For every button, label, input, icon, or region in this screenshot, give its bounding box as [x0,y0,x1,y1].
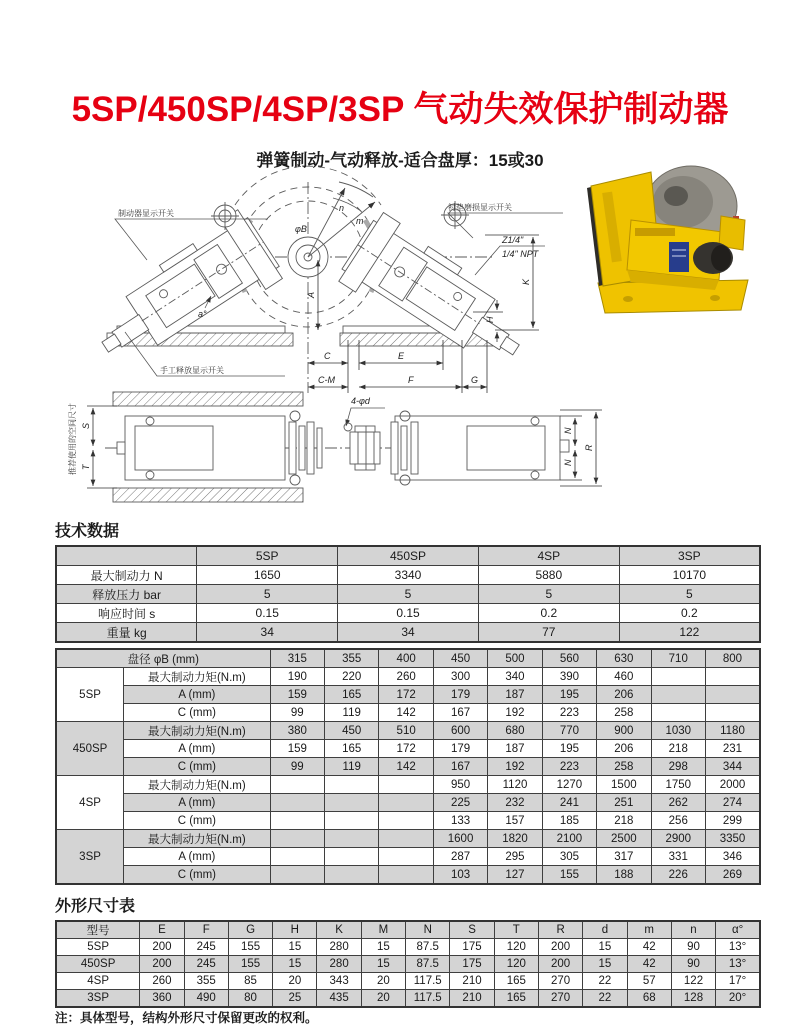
table-cell: 295 [488,848,542,866]
table-cell: 223 [542,704,596,722]
table-cell [705,668,760,686]
table-cell: 900 [597,722,651,740]
tech-data-heading: 技术数据 [55,523,120,540]
table-cell: 85 [228,973,272,990]
table-row [56,830,760,848]
table-cell: 260 [379,668,433,686]
tech-row-label: 响应时间 s [56,604,197,623]
table-cell: 305 [542,848,596,866]
dim-n: n [339,203,345,213]
dim-col-header: N [406,921,450,939]
table-cell: 2900 [651,830,705,848]
table-cell [270,812,324,830]
param-label: 最大制动力矩(N.m) [124,668,270,686]
table-row [56,686,760,704]
table-cell: 120 [494,956,538,973]
table-cell: 770 [542,722,596,740]
torque-table [55,648,761,885]
table-cell: 42 [627,956,671,973]
table-cell: 15 [583,939,627,956]
table-cell [270,830,324,848]
table-cell: 192 [488,758,542,776]
table-cell [270,776,324,794]
table-cell: 1650 [197,566,338,585]
table-cell: 179 [433,740,487,758]
table-cell: 10170 [619,566,760,585]
dim-col-header: G [228,921,272,939]
table-cell: 298 [651,758,705,776]
table-cell: 680 [488,722,542,740]
table-cell: 15 [583,956,627,973]
diameter-header: 450 [433,649,487,668]
param-label: A (mm) [124,740,270,758]
table-row [56,812,760,830]
table-cell: 435 [317,990,361,1008]
table-cell: 159 [270,686,324,704]
table-cell: 15 [361,939,405,956]
table-cell: 287 [433,848,487,866]
table-cell: 343 [317,973,361,990]
table-cell: 1030 [651,722,705,740]
param-label: C (mm) [124,758,270,776]
param-label: C (mm) [124,812,270,830]
table-cell: 179 [433,686,487,704]
table-cell: 119 [325,758,379,776]
table-cell: 185 [542,812,596,830]
dimension-table [55,920,761,1008]
dim-C: C [324,351,331,361]
table-cell: 232 [488,794,542,812]
table-cell: 300 [433,668,487,686]
table-cell: 331 [651,848,705,866]
table-cell: 251 [597,794,651,812]
table-row [56,585,760,604]
table-cell [270,848,324,866]
front-view [82,166,540,393]
table-cell: 3350 [705,830,760,848]
table-cell: 950 [433,776,487,794]
table-cell: 270 [538,973,582,990]
table-cell: 165 [494,973,538,990]
dim-H: H [485,316,495,323]
table-cell: 68 [627,990,671,1008]
dim-col-header: T [494,921,538,939]
tech-row-label: 重量 kg [56,623,197,643]
port-label-1: Z1/4" [502,235,524,245]
table-cell: 226 [651,866,705,885]
tech-row-label: 最大制动力 N [56,566,197,585]
table-cell: 200 [538,956,582,973]
table-cell: 206 [597,740,651,758]
table-cell: 128 [671,990,715,1008]
model-cell: 4SP [56,973,140,990]
dim-col-header: E [140,921,184,939]
diameter-header: 400 [379,649,433,668]
table-cell: 20 [273,973,317,990]
table-cell: 280 [317,956,361,973]
table-cell: 1180 [705,722,760,740]
table-cell: 87.5 [406,956,450,973]
table-cell: 165 [494,990,538,1008]
table-cell [379,794,433,812]
table-cell: 99 [270,704,324,722]
table-cell [270,794,324,812]
table-cell: 600 [433,722,487,740]
footnote: 注：具体型号，结构外形尺寸保留更改的权利。 [55,1011,318,1025]
param-label: A (mm) [124,686,270,704]
table-cell: 0.2 [619,604,760,623]
model-cell: 450SP [56,956,140,973]
space-note-label: 推荐使用的空间尺寸 [68,403,77,475]
table-cell: 117.5 [406,973,450,990]
dim-T: T [81,464,91,470]
table-cell: 159 [270,740,324,758]
table-cell: 172 [379,686,433,704]
dim-col-header: M [361,921,405,939]
table-cell: 87.5 [406,939,450,956]
table-cell: 13° [716,956,760,973]
param-label: A (mm) [124,794,270,812]
table-cell: 155 [542,866,596,885]
table-row [56,921,760,939]
port-label-2: 1/4" NPT [502,249,539,259]
table-cell: 2500 [597,830,651,848]
table-cell: 231 [705,740,760,758]
model-cell: 450SP [56,722,124,776]
table-cell: 355 [184,973,228,990]
table-cell: 22 [583,973,627,990]
table-cell: 1120 [488,776,542,794]
table-cell: 460 [597,668,651,686]
table-cell: 13° [716,939,760,956]
dim-col-header: H [273,921,317,939]
table-row [56,848,760,866]
table-cell: 5 [619,585,760,604]
table-cell: 0.15 [197,604,338,623]
tech-corner-cell [56,546,197,566]
table-cell: 344 [705,758,760,776]
table-cell: 262 [651,794,705,812]
table-cell: 1820 [488,830,542,848]
table-cell: 42 [627,939,671,956]
table-cell: 195 [542,686,596,704]
table-cell: 188 [597,866,651,885]
table-cell: 218 [597,812,651,830]
table-cell [379,830,433,848]
diameter-header: 800 [705,649,760,668]
dimension-heading: 外形尺寸表 [55,898,136,915]
diameter-header: 500 [488,649,542,668]
table-cell: 258 [597,758,651,776]
table-cell: 165 [325,686,379,704]
table-cell [325,830,379,848]
table-cell: 258 [597,704,651,722]
table-cell: 390 [542,668,596,686]
table-cell: 5 [338,585,479,604]
page-subtitle: 弹簧制动-气动释放-适合盘厚：15或30 [256,151,544,170]
table-cell [325,866,379,885]
table-cell: 256 [651,812,705,830]
table-cell: 133 [433,812,487,830]
table-cell: 190 [270,668,324,686]
table-cell: 120 [494,939,538,956]
dim-S: S [81,422,91,429]
table-cell: 155 [228,939,272,956]
table-cell: 225 [433,794,487,812]
table-cell: 360 [140,990,184,1008]
tech-col-header: 4SP [478,546,619,566]
dim-col-header: F [184,921,228,939]
table-cell: 0.15 [338,604,479,623]
table-cell: 122 [619,623,760,643]
table-cell: 103 [433,866,487,885]
dim-F: F [408,375,414,385]
dim-CM: C-M [318,375,335,385]
table-row [56,776,760,794]
table-row [56,990,760,1008]
table-cell: 510 [379,722,433,740]
table-row [56,939,760,956]
table-row [56,668,760,686]
table-cell: 200 [538,939,582,956]
param-label: 最大制动力矩(N.m) [124,722,270,740]
table-cell: 2000 [705,776,760,794]
table-cell: 218 [651,740,705,758]
table-cell [705,686,760,704]
model-cell: 5SP [56,668,124,722]
table-cell: 17° [716,973,760,990]
table-cell: 220 [325,668,379,686]
table-cell: 167 [433,704,487,722]
table-row [56,704,760,722]
param-label: C (mm) [124,866,270,885]
table-cell [325,794,379,812]
table-cell: 200 [140,956,184,973]
pad-wear-switch-label: 衬垫磨损显示开关 [448,203,512,212]
table-cell [651,686,705,704]
table-cell: 340 [488,668,542,686]
table-cell: 269 [705,866,760,885]
model-cell: 5SP [56,939,140,956]
manual-release-switch-label: 手工释放显示开关 [160,366,224,375]
dim-phiB: φB [295,224,307,234]
model-cell: 3SP [56,830,124,885]
param-label: A (mm) [124,848,270,866]
page-title: 5SP/450SP/4SP/3SP 气动失效保护制动器 [71,90,729,129]
table-cell: 119 [325,704,379,722]
table-cell: 2100 [542,830,596,848]
table-row [56,866,760,885]
dim-col-header: α° [716,921,760,939]
dim-col-header: d [583,921,627,939]
table-cell: 175 [450,956,494,973]
param-label: 最大制动力矩(N.m) [124,776,270,794]
dim-col-header: n [671,921,715,939]
table-cell: 192 [488,704,542,722]
table-cell [705,704,760,722]
diameter-header: 630 [597,649,651,668]
side-view [105,392,569,502]
torque-header-cell: 盘径 φB (mm) [56,649,270,668]
table-cell: 155 [228,956,272,973]
dim-N-lower: N [563,459,573,466]
table-row [56,566,760,585]
table-row [56,794,760,812]
table-cell: 245 [184,956,228,973]
dim-col-header: K [317,921,361,939]
table-cell: 20° [716,990,760,1008]
dim-E: E [398,351,405,361]
table-cell: 280 [317,939,361,956]
table-cell: 490 [184,990,228,1008]
table-cell: 5 [478,585,619,604]
dim-col-header: R [538,921,582,939]
table-cell: 20 [361,990,405,1008]
tech-row-label: 释放压力 bar [56,585,197,604]
table-row [56,758,760,776]
table-cell: 245 [184,939,228,956]
table-cell: 175 [450,939,494,956]
table-cell [379,812,433,830]
table-cell: 34 [338,623,479,643]
dim-4phid: 4-φd [351,396,370,406]
brake-photo-illustration [587,166,748,313]
table-cell: 200 [140,939,184,956]
table-row [56,722,760,740]
diameter-header: 560 [542,649,596,668]
table-row [56,649,760,668]
table-cell: 187 [488,686,542,704]
dim-m: m [356,216,364,226]
table-row [56,604,760,623]
table-row [56,956,760,973]
table-cell: 5 [197,585,338,604]
table-cell: 1600 [433,830,487,848]
table-cell [379,866,433,885]
dim-a-deg: a° [198,309,207,319]
tech-data-table [55,545,761,643]
table-cell: 1500 [597,776,651,794]
table-row [56,740,760,758]
table-cell: 195 [542,740,596,758]
table-cell: 15 [361,956,405,973]
table-cell [379,776,433,794]
product-photo [573,158,773,323]
model-cell: 3SP [56,990,140,1008]
table-cell: 165 [325,740,379,758]
table-cell: 122 [671,973,715,990]
table-cell: 167 [433,758,487,776]
table-cell: 260 [140,973,184,990]
model-cell: 4SP [56,776,124,830]
table-cell: 3340 [338,566,479,585]
table-cell: 172 [379,740,433,758]
diameter-header: 710 [651,649,705,668]
table-cell: 157 [488,812,542,830]
param-label: C (mm) [124,704,270,722]
dim-G: G [471,375,479,385]
table-cell: 20 [361,973,405,990]
table-cell [651,704,705,722]
table-cell: 5880 [478,566,619,585]
diameter-header: 355 [325,649,379,668]
table-cell [651,668,705,686]
table-cell: 1750 [651,776,705,794]
table-cell: 34 [197,623,338,643]
table-cell: 223 [542,758,596,776]
dim-K: K [521,278,531,285]
table-row [56,973,760,990]
brake-switch-label: 制动器显示开关 [118,209,174,218]
table-cell: 142 [379,704,433,722]
diameter-header: 315 [270,649,324,668]
dim-col-header: S [450,921,494,939]
table-cell: 117.5 [406,990,450,1008]
table-cell: 80 [228,990,272,1008]
table-cell [325,776,379,794]
table-cell: 1270 [542,776,596,794]
table-cell: 22 [583,990,627,1008]
table-cell: 90 [671,939,715,956]
table-cell: 450 [325,722,379,740]
table-cell: 127 [488,866,542,885]
technical-drawing [55,180,594,515]
table-cell: 317 [597,848,651,866]
table-cell: 0.2 [478,604,619,623]
table-cell: 90 [671,956,715,973]
table-cell: 187 [488,740,542,758]
tech-col-header: 450SP [338,546,479,566]
dim-col-header: m [627,921,671,939]
tech-col-header: 3SP [619,546,760,566]
table-row [56,546,760,566]
dim-col-header: 型号 [56,921,140,939]
param-label: 最大制动力矩(N.m) [124,830,270,848]
table-cell: 77 [478,623,619,643]
table-cell: 25 [273,990,317,1008]
table-cell: 210 [450,973,494,990]
table-cell [379,848,433,866]
dim-N-upper: N [563,427,573,434]
table-cell [325,848,379,866]
table-cell: 346 [705,848,760,866]
table-cell [270,866,324,885]
table-cell: 142 [379,758,433,776]
table-row [56,623,760,643]
table-cell: 210 [450,990,494,1008]
table-cell: 241 [542,794,596,812]
table-cell: 274 [705,794,760,812]
table-cell: 57 [627,973,671,990]
table-cell: 380 [270,722,324,740]
dim-A: A [306,291,316,298]
table-cell: 99 [270,758,324,776]
table-cell: 270 [538,990,582,1008]
tech-col-header: 5SP [197,546,338,566]
table-cell: 15 [273,939,317,956]
table-cell [325,812,379,830]
table-cell: 15 [273,956,317,973]
table-cell: 299 [705,812,760,830]
table-cell: 206 [597,686,651,704]
dim-R: R [584,444,594,451]
